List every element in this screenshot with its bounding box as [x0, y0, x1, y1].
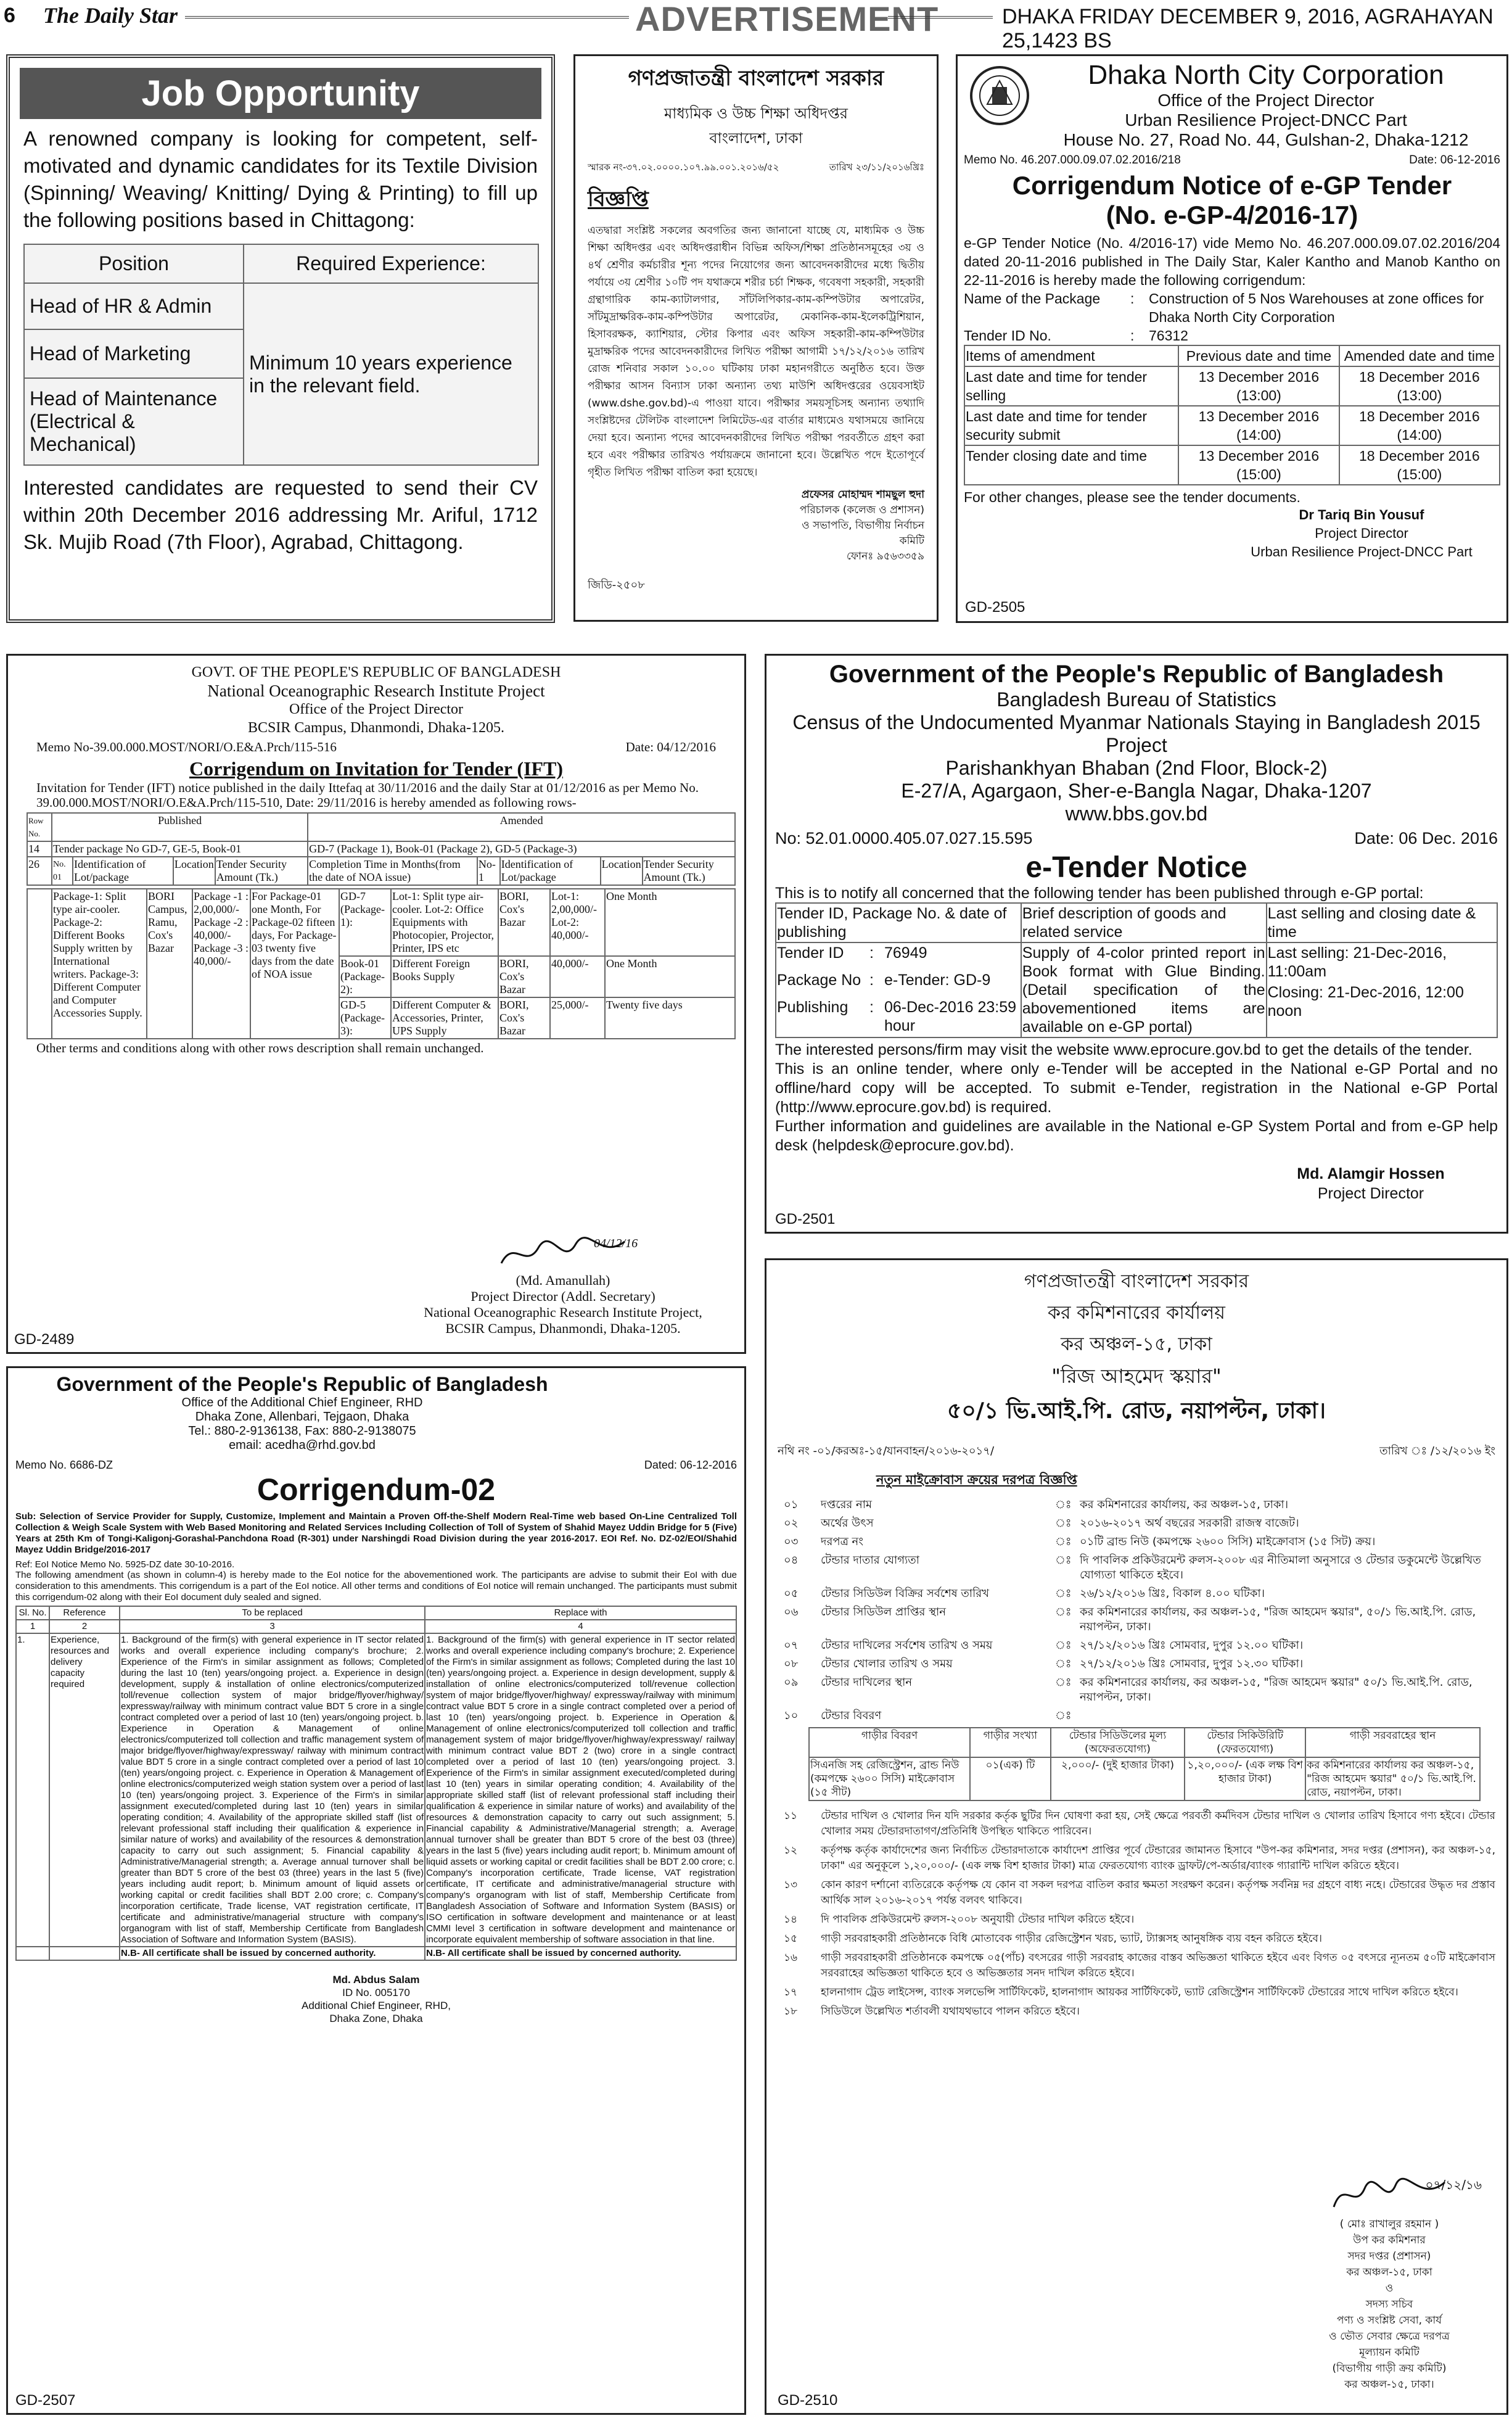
positions-table — [23, 244, 539, 466]
rhd-replaced: 1. Background of the firm(s) with general experience in IT sector related works and overall experience including company's brochure; 2. Experience of the Firm's in similar assignment as follows; Completed during the last 10 (ten) years/ongoing project. a. Experience in design development, supply & installation of online electronics/computerized toll/revenue collection system of major bridge/flyover/highway/ expressway/railway with minimum contract value BDT 5 crore in a single contract completed over a period of last 10 (ten) years/ongoing project. b. Experience in Operation & Management of online electronics/computerized toll collection and traffic management system of major bridge/flyover/highway/expressway/ railway with minimum contract value BDT 5 crore in a single contract completed over a period of last 10 (ten) years/ongoing project. c. Experience in Operation & Management of online electronics/computerized weigh station system over a period of last 10 (ten) years/ongoing project. 3. Experience of the Firm's in similar assignment executed/completed during last 10 (ten) years in similar operating condition; 4. Availability of the appropriate skilled staff (list of relevant professional staff including their qualification & experience in similar nature of works) and availability of the resources & demonstration capacity to carry out such assignment; 5. Financial capability & Administrative/Managerial strength; a. Average annual turnover shall be greater than BDT 5 crore of the best 03 (three) years in the last 5 (five) years including audit report; b. Minimum amount of liquid assets or working capital or credit facilities shall BDT 2.00 crore; c. Company's incorporation certificate, Trade license, VAT registration certificate, IT certificate and administrative/managerial structure with company's organogram with list of staff, Membership Certificate from Bangladesh Association of Software and Information System (BASIS). — [120, 1633, 425, 1947]
bbs-head: Last selling and closing date & time — [1267, 903, 1497, 942]
nori-pub-sec: Package -1 : 2,00,000/- Package -2 : 40,000/- Package -3 : 40,000/- — [192, 889, 250, 1039]
gd-number: GD-2489 — [14, 1331, 75, 1348]
signatory-phone: ফোনঃ ৯৫৬৩৩৫৯ — [846, 550, 924, 563]
gd-number: GD-2507 — [15, 2392, 76, 2409]
bbs-para: The interested persons/firm may visit the website www.eprocure.gov.bd to get the details of the tender. — [775, 1041, 1473, 1058]
tax-item-value: ২৭/১২/২০১৬ খ্রিঃ সোমবার, দুপুর ১২.৩০ ঘটিকা। — [1080, 1657, 1304, 1670]
signatory-line: সদর দপ্তর (প্রশাসন) — [1347, 2250, 1431, 2262]
nori-col: No. 01 — [52, 857, 73, 885]
gd-number: GD-2510 — [778, 2392, 838, 2409]
rhd-head: Replace with — [425, 1606, 736, 1620]
tax-note-text: দি পাবলিক প্রকিউরমেন্ট রুলস-২০০৮ অনুযায়ী টেন্ডার দাখিল করিতে হইবে। — [821, 1913, 1135, 1926]
signatory-line: পণ্য ও সংশ্লিষ্ট সেবা, কার্য — [1336, 2314, 1442, 2327]
dncc-cell: 13 December 2016 (13:00) — [1178, 366, 1339, 406]
education-notice — [573, 54, 939, 622]
nori-gov: GOVT. OF THE PEOPLE'S REPUBLIC OF BANGLADESH — [191, 664, 561, 680]
signatory-name: Md. Abdus Salam — [332, 1974, 420, 1986]
signatory-title: BCSIR Campus, Dhanmondi, Dhaka-1205. — [445, 1321, 681, 1336]
tax-item-label: দরপত্র নং — [821, 1535, 864, 1548]
bbs-gov: Government of the People's Republic of Bangladesh — [829, 661, 1444, 688]
dncc-other: For other changes, please see the tender documents. — [964, 489, 1300, 505]
bbs-pkg-label: Package No — [777, 971, 861, 989]
nori-col: Completion Time in Months(from the date of NOA issue) — [308, 857, 477, 885]
tax-head: টেন্ডার সিকিউরিটি (ফেরতযোগ্য) — [1185, 1728, 1305, 1757]
nori-amd-loc: BORI, Cox's Bazar — [498, 956, 550, 997]
rhd-head: Sl. No. — [16, 1606, 49, 1620]
nori-address: BCSIR Campus, Dhanmondi, Dhaka-1205. — [248, 720, 504, 736]
job-intro: A renowned company is looking for competent, self-motivated and dynamic candidates for its Textile Division (Spinning/ Weaving/ Knitting/ Dying & Printing) to fill up the following positions based in Chittagong: — [23, 127, 538, 231]
signatory-line: ( মোঃ রাখালুর রহমান ) — [1339, 2218, 1439, 2230]
tax-item-label: দপ্তরের নাম — [821, 1498, 872, 1511]
bbs-memo: No: 52.01.0000.405.07.027.15.595 — [775, 829, 1033, 848]
tax-note — [778, 1931, 1495, 1947]
bbs-heading: e-Tender Notice — [1025, 851, 1247, 884]
tax-note-text: হালনাগাদ ট্রেড লাইসেন্স, ব্যাংক সলভেন্সি সার্টিফিকেট, হালনাগাদ আয়কর সার্টিফিকেট, ভ্যাট রেজিস্ট্রেশন সার্টিফিকেট টেন্ডারের সাথে দাখিল করিতে হইবে। — [821, 1986, 1458, 1998]
tax-item-no: ০৫ — [784, 1587, 799, 1600]
tax-building: "রিজ আহমেদ স্কয়ার" — [1051, 1364, 1222, 1388]
tax-item-value: দি পাবলিক প্রকিউরমেন্ট রুলস-২০০৮ এর নীতিমালা অনুসারে ও টেন্ডার ডকুমেন্টে উল্লেখিত যোগ্যতা থাকিতে হইবে। — [1080, 1554, 1481, 1582]
signatory-title: কমিটি — [899, 535, 924, 547]
nori-body: Invitation for Tender (IFT) notice published in the daily Ittefaq at 30/11/2016 and the daily Star at 01/12/2016 as per Memo No. 39.00.000.MOST/NORI/O.E&A.Prch/115-510, Date: 29/11/2016 is hereby amended as following rows- — [36, 780, 699, 810]
dncc-project: Urban Resilience Project-DNCC Part — [1125, 110, 1407, 130]
dncc-title: Dhaka North City Corporation — [1088, 60, 1444, 90]
nori-date: Date: 04/12/2016 — [625, 740, 716, 754]
nori-amd-pkg: GD-5 (Package-3): — [339, 997, 391, 1039]
tax-item-label: টেন্ডার সিডিউল বিক্রির সর্বশেষ তারিখ — [821, 1587, 989, 1600]
rhd-gov: Government of the People's Republic of Bangladesh — [56, 1373, 548, 1395]
masthead-rule — [185, 16, 629, 19]
nori-amd-id: Different Computer & Accessories, Printer, UPS Supply — [391, 997, 498, 1039]
dncc-cell: Last date and time for tender security submit — [964, 406, 1178, 445]
rhd-office: Office of the Additional Chief Engineer, RHD — [181, 1396, 423, 1409]
nori-other: Other terms and conditions along with other rows description shall remain unchanged. — [36, 1041, 484, 1055]
dncc-address: House No. 27, Road No. 44, Gulshan-2, Dhaka-1212 — [1063, 130, 1469, 149]
rhd-memo: Memo No. 6686-DZ — [15, 1459, 113, 1471]
nori-detail-table — [27, 888, 736, 1039]
nori-cell: Tender package No GD-7, GE-5, Book-01 — [52, 841, 308, 857]
dncc-head: Previous date and time — [1178, 345, 1339, 366]
nori-head: Amended — [308, 813, 735, 841]
signatory-title: Dhaka Zone, Dhaka — [329, 2013, 423, 2024]
tax-item-label: টেন্ডার বিবরণ — [821, 1709, 882, 1722]
bbs-website: www.bbs.gov.bd — [1065, 802, 1208, 825]
tax-items — [778, 1498, 1495, 1723]
tax-item: ০৩ দরপত্র নং ঃ ০১টি ব্রান্ড নিউ (কমপক্ষে ২৬০০ সিসি) মাইক্রোবাস (১৫ সিট) ক্রয়। — [778, 1535, 1495, 1549]
tax-item: ০৫ টেন্ডার সিডিউল বিক্রির সর্বশেষ তারিখ ঃ ২৬/১২/২০১৬ খ্রিঃ, বিকাল ৪.০০ ঘটিকা। — [778, 1586, 1495, 1601]
job-title: Job Opportunity — [20, 68, 541, 119]
nori-institute: National Oceanographic Research Institute Project — [207, 682, 545, 700]
signatory-line: সদস্য সচিব — [1365, 2298, 1413, 2311]
tax-item-no: ০২ — [784, 1517, 799, 1530]
nori-col: No-1 — [477, 857, 500, 885]
tax-item-value: ২০১৬-২০১৭ অর্থ বছরের সরকারী রাজস্ব বাজেট। — [1080, 1517, 1299, 1530]
rhd-table — [15, 1606, 737, 1961]
dncc-notice: Dhaka North City Corporation Office of the Project Director Urban Resilience Project-DNCC Part House No. 27, Road No. 44, Gulshan-2, Dhaka-1212 Memo No. 46.207.000.09.07.02.2016/218 Date: 06-12-2016 Corrigendum Notice of e-GP Tender (No. e-GP-4/2016-17) e-GP Tender Notice (No. 4/2016-17) vide Memo No. 46.207.000.09.07.02.2016/204 dated 20-11-2016 published in The Daily Star, Kaler Kantho and Manob Kantho on 22-11-2016 is hereby made the following corrigendum: Name of the Package : Construction of 5 Nos Warehouses at zone offices for Dhaka North City Corporation Tender ID No. : 76312 Items of amendment Previous date and time Amended date and time Last date and time for tender selling 13 December 2016 (13:00) 18 December 2016 (13:00) Last date and time for tender security submit 13 December 2016 (14:00) 18 December 2016 (14:00) Tender closing date and time 13 December 2016 (15:00) 18 December 2016 (15:00) For other changes, please see the tender documents. Dr Tariq Bin Yousuf Project Director Urban Resilience Project-DNCC Part GD-2505 — [956, 54, 1508, 623]
nori-amd-loc: BORI, Cox's Bazar — [498, 997, 550, 1039]
section-title: ADVERTISEMENT — [635, 0, 939, 38]
issue-date: DHAKA FRIDAY DECEMBER 9, 2016, AGRAHAYAN 25,1423 BS — [1002, 5, 1494, 52]
signatory-name: Dr Tariq Bin Yousuf — [1299, 507, 1424, 522]
rhd-colno: 4 — [425, 1620, 736, 1633]
tax-note-text: কর্তৃপক্ষ কর্তৃক কার্যাদেশের জন্য নির্বাচিত টেন্ডারদাতাকে কার্যাদেশ প্রাপ্তির পূর্বে টেন্ডারের জামানত হিসাবে "উপ-কর কমিশনার, সদর দপ্তর (প্রশাসন), কর অঞ্চল-১৫, ঢাকা" এর অনুকূলে ১,২০,০০০/- (এক লক্ষ বিশ হাজার টাকা) মাত্র ফেরতযোগ্য ব্যাংক ড্রাফট/পে-অর্ডার/ব্যাংক গ্যারান্টি দাখিল করিতে হইবে। — [821, 1844, 1495, 1872]
nori-row-no: 26 — [27, 857, 52, 885]
bbs-notice — [765, 654, 1508, 1234]
position-item: Head of HR & Admin — [24, 283, 244, 329]
tax-note — [778, 1912, 1495, 1928]
experience-cell: Minimum 10 years experience in the relevant field. — [244, 283, 538, 465]
nori-amd-loc: BORI, Cox's Bazar — [498, 889, 550, 956]
rhd-nb: N.B- All certificate shall be issued by concerned authority. — [425, 1947, 736, 1960]
nori-table — [27, 812, 736, 886]
rhd-ref-cell: Experience, resources and delivery capacity required — [49, 1633, 120, 1947]
rhd-phone: Tel.: 880-2-9136138, Fax: 880-2-9138075 — [188, 1424, 416, 1438]
tax-item-label: টেন্ডার দাখিলের সর্বশেষ তারিখ ও সময় — [821, 1639, 993, 1652]
dncc-cell: Last date and time for tender selling — [964, 366, 1178, 406]
nori-amd-sec: Lot-1: 2,00,000/- Lot-2: 40,000/- — [550, 889, 605, 956]
notice-department: মাধ্যমিক ও উচ্চ শিক্ষা অধিদপ্তর — [664, 105, 848, 122]
tax-item-no: ১০ — [784, 1709, 799, 1722]
tax-note-no: ১৭ — [784, 1986, 798, 1998]
signatory-title: ও সভাপতি, বিভাগীয় নির্বাচন — [802, 519, 924, 532]
signatory-id: ID No. 005170 — [342, 1987, 410, 1998]
nori-amd-time: Twenty five days — [605, 997, 735, 1039]
job-ad — [6, 54, 555, 623]
nori-col: Location — [601, 857, 643, 885]
nori-memo: Memo No-39.00.000.MOST/NORI/O.E&A.Prch/115-516 — [36, 740, 337, 754]
tax-heading: নতুন মাইক্রোবাস ক্রয়ের দরপত্র বিজ্ঞপ্তি — [876, 1472, 1077, 1487]
tax-note-text: টেন্ডার দাখিল ও খোলার দিন যদি সরকার কর্তৃক ছুটির দিন ঘোষণা করা হয়, সেই ক্ষেত্রে পরবর্তী কর্মদিবস টেন্ডার দাখিল ও খোলার তারিখ হিসাবে গণ্য হইবে। টেন্ডার খোলার সময় টেন্ডারদাতাগণ/প্রতিনিধি উপস্থিত থাকিতে পারিবেন। — [821, 1810, 1495, 1837]
signatory-line: ও ভৌত সেবার ক্ষেত্রে দরপত্র — [1329, 2330, 1450, 2343]
tax-note-no: ১৬ — [784, 1952, 798, 1964]
tax-item-no: ০৩ — [784, 1535, 799, 1548]
signatory-title: পরিচালক (কলেজ ও প্রশাসন) — [799, 504, 924, 516]
bbs-tender-id: 76949 — [884, 944, 927, 962]
signatory-title: Project Director — [1317, 1185, 1424, 1202]
position-item: Head of Maintenance (Electrical & Mechanical) — [24, 378, 244, 465]
tax-head: গাড়ীর বিবরণ — [809, 1728, 970, 1757]
tax-item-label: টেন্ডার খোলার তারিখ ও সময় — [821, 1657, 953, 1670]
tax-note — [778, 1950, 1495, 1981]
notice-heading: বিজ্ঞপ্তি — [588, 187, 649, 212]
nori-row-no: 14 — [27, 841, 52, 857]
tax-item-label: অর্থের উৎস — [821, 1517, 874, 1530]
nori-col: Location — [173, 857, 215, 885]
tax-cell: ২,০০০/- (দুই হাজার টাকা) — [1051, 1757, 1185, 1800]
tax-item: ১০ টেন্ডার বিবরণ ঃ — [778, 1709, 1495, 1723]
dncc-seal-icon — [969, 65, 1030, 126]
tax-cell: সিএনজি সহ রেজিস্ট্রেশন, ব্রান্ড নিউ (কমপক্ষে ২৬০০ সিসি) মাইক্রোবাস (১৫ সীট) — [809, 1757, 970, 1800]
signatory-line: উপ কর কমিশনার — [1353, 2234, 1426, 2246]
bbs-head: Brief description of goods and related service — [1021, 903, 1267, 942]
nori-amd-sec: 40,000/- — [550, 956, 605, 997]
bbs-building: Parishankhyan Bhaban (2nd Floor, Block-2) — [945, 757, 1328, 779]
bbs-para: Further information and guidelines are available in the National e-GP System Portal and from e-GP help desk (helpdesk@eprocure.gov.bd). — [775, 1118, 1498, 1154]
tax-cell: কর কমিশনারের কার্যালয় কর অঞ্চল-১৫, "রিজ আহমেদ স্কয়ার" ৫০/১ ভি.আই.পি. রোড, নয়াপল্টন, ঢাকা। — [1305, 1757, 1480, 1800]
tax-item-value: কর কমিশনারের কার্যালয়, কর অঞ্চল-১৫, ঢাকা। — [1080, 1498, 1289, 1511]
tax-item-no: ০৯ — [784, 1676, 799, 1689]
nori-col: Tender Security Amount (Tk.) — [215, 857, 308, 885]
tax-notes — [778, 1809, 1495, 2019]
bbs-package-no: e-Tender: GD-9 — [884, 971, 991, 989]
job-footer: Interested candidates are requested to send their CV within 20th December 2016 addressing Mr. Ariful, 1712 Sk. Mujib Road (7th Floor), Agrabad, Chittagong. — [23, 476, 538, 553]
bbs-tid-label: Tender ID — [777, 944, 844, 962]
signatory-name: প্রফেসর মোহাম্মদ শামছুল হুদা — [801, 489, 924, 501]
masthead-rule — [888, 16, 993, 19]
tax-note-no: ১৩ — [784, 1879, 798, 1891]
dncc-date: Date: 06-12-2016 — [1409, 154, 1500, 167]
tax-address: ৫০/১ ভি.আই.পি. রোড, নয়াপল্টন, ঢাকা। — [947, 1398, 1326, 1424]
dncc-cell: 13 December 2016 (14:00) — [1178, 406, 1339, 445]
notice-date: তারিখ ২৩/১১/২০১৬খ্রিঃ — [829, 162, 924, 173]
bbs-publishing: 06-Dec-2016 23:59 hour — [884, 999, 1017, 1034]
signatory-title: National Oceanographic Research Institute Project, — [424, 1305, 702, 1320]
rhd-head: Reference — [49, 1606, 120, 1620]
dncc-cell: 18 December 2016 (15:00) — [1339, 445, 1500, 485]
tax-cell: ০১(এক) টি — [970, 1757, 1051, 1800]
signatory-title: Additional Chief Engineer, RHD, — [302, 2000, 451, 2011]
rhd-body: The following amendment (as shown in column-4) is hereby made to the EoI notice for the abovementioned work. The participants are advise to submit their EoI with due consideration to this amendments. This corrigendum is a part of the EoI notice. All other terms and conditions of EoI notice will remain unchanged. The participants must submit this corrigendum-02 along with their EoI document duly sealed and signed. — [15, 1570, 737, 1602]
tax-head: গাড়ীর সংখ্যা — [970, 1728, 1051, 1757]
tax-item-label: টেন্ডার সিডিউল প্রাপ্তির স্থান — [821, 1606, 947, 1619]
signatory-line: কর অঞ্চল-১৫, ঢাকা — [1346, 2266, 1432, 2279]
tax-item-no: ০৬ — [784, 1606, 799, 1619]
tax-notice — [765, 1258, 1508, 2415]
col-position: Position — [24, 244, 244, 283]
tax-item: ০৮ টেন্ডার খোলার তারিখ ও সময় ঃ ২৭/১২/২০১৬ খ্রিঃ সোমবার, দুপুর ১২.৩০ ঘটিকা। — [778, 1657, 1495, 1672]
tax-memo: নথি নং -০১/করঅঃ-১৫/যানবাহন/২০১৬-২০১৭/ — [778, 1445, 995, 1458]
nori-amd-id: Lot-1: Split type air-cooler. Lot-2: Office Equipments with Photocopier, Projector, Printer, IPS etc — [391, 889, 498, 956]
signatory-name: Md. Alamgir Hossen — [1297, 1165, 1445, 1182]
notice-memo: স্মারক নং-৩৭.০২.০০০০.১০৭.৯৯.০০১.২০১৬/৫২ — [588, 162, 779, 173]
tax-item-label: টেন্ডার দাতার যোগ্যতা — [821, 1554, 919, 1567]
tax-zone: কর অঞ্চল-১৫, ঢাকা — [1061, 1334, 1212, 1355]
rhd-nb: N.B- All certificate shall be issued by concerned authority. — [120, 1947, 425, 1960]
nori-amd-time: One Month — [605, 956, 735, 997]
rhd-ref: Ref: EoI Notice Memo No. 5925-DZ date 30-10-2016. — [15, 1559, 235, 1570]
tax-item-label: টেন্ডার দাখিলের স্থান — [821, 1676, 913, 1689]
rhd-colno: 3 — [120, 1620, 425, 1633]
tax-note — [778, 1843, 1495, 1874]
bbs-intro: This is to notify all concerned that the following tender has been published through e-GP portal: — [775, 885, 1424, 902]
tax-item-no: ০৮ — [784, 1657, 799, 1670]
signatory-line: মূল্যায়ন কমিটি — [1359, 2346, 1420, 2359]
tax-note-no: ১২ — [784, 1844, 798, 1857]
signatory-line: ও — [1385, 2282, 1394, 2295]
notice-location: বাংলাদেশ, ঢাকা — [709, 130, 803, 147]
rhd-notice — [6, 1366, 746, 2415]
tax-item-value: কর কমিশনারের কার্যালয়, কর অঞ্চল-১৫, "রিজ আহমেদ স্কয়ার", ৫০/১ ভি.আই.পি. রোড, নয়াপল্টন, ঢাকা। — [1080, 1606, 1476, 1633]
signatory-line: কর অঞ্চল-১৫, ঢাকা। — [1344, 2378, 1434, 2391]
nori-col: Tender Security Amount (Tk.) — [643, 857, 735, 885]
bbs-project: Census of the Undocumented Myanmar Nationals Staying in Bangladesh 2015 Project — [792, 711, 1481, 756]
bbs-table: Tender ID, Package No. & date of publishing Brief description of goods and related service Last selling and closing date & time Tender ID : 76949 Package No : e-Tender: GD-9 Publishing : 06-Dec-2016 23:59 hour Supply of 4-color printed report in Book format with Glue Binding. (Detail specification of the abovementioned items are available on e-GP portal) Last selling: 21-Dec-2016, 11:00am Closing: 21-Dec-2016, 12:00 noon — [775, 902, 1498, 1038]
dncc-memo: Memo No. 46.207.000.09.07.02.2016/218 — [964, 154, 1181, 167]
dncc-tender-id: 76312 — [1149, 328, 1188, 344]
tax-item: ০৪ টেন্ডার দাতার যোগ্যতা ঃ দি পাবলিক প্রকিউরমেন্ট রুলস-২০০৮ এর নীতিমালা অনুসারে ও টেন্ডার ডকুমেন্টে উল্লেখিত যোগ্যতা থাকিতে হইবে। — [778, 1553, 1495, 1583]
nori-amd-time: One Month — [605, 889, 735, 956]
tax-item: ০৯ টেন্ডার দাখিলের স্থান ঃ কর কমিশনারের কার্যালয়, কর অঞ্চল-১৫, "রিজ আহমেদ স্কয়ার" ৫০/১ ভি.আই.পি. রোড, নয়াপল্টন, ঢাকা। — [778, 1675, 1495, 1705]
tax-item: ০৬ টেন্ডার সিডিউল প্রাপ্তির স্থান ঃ কর কমিশনারের কার্যালয়, কর অঞ্চল-১৫, "রিজ আহমেদ স্কয়ার", ৫০/১ ভি.আই.পি. রোড, নয়াপল্টন, ঢাকা। — [778, 1605, 1495, 1635]
tax-gov: গণপ্রজাতন্ত্রী বাংলাদেশ সরকার — [1024, 1271, 1249, 1292]
masthead — [0, 0, 1512, 52]
dncc-cell: Tender closing date and time — [964, 445, 1178, 485]
tax-head: গাড়ী সরবরাহের স্থান — [1305, 1728, 1480, 1757]
dncc-office: Office of the Project Director — [1157, 91, 1374, 110]
tax-note-no: ১১ — [784, 1810, 798, 1822]
nori-amd-pkg: GD-7 (Package-1): — [339, 889, 391, 956]
nori-heading: Corrigendum on Invitation for Tender (IFT) — [189, 757, 563, 780]
bbs-pub-label: Publishing — [777, 999, 848, 1016]
bbs-date: Date: 06 Dec. 2016 — [1354, 829, 1498, 848]
tax-cell: ১,২০,০০০/- (এক লক্ষ বিশ হাজার টাকা) — [1185, 1757, 1305, 1800]
nori-col: Identification of Lot/package — [73, 857, 173, 885]
tax-item: ০২ অর্থের উৎস ঃ ২০১৬-২০১৭ অর্থ বছরের সরকারী রাজস্ব বাজেট। — [778, 1516, 1495, 1531]
tax-item-value: ০১টি ব্রান্ড নিউ (কমপক্ষে ২৬০০ সিসি) মাইক্রোবাস (১৫ সিট) ক্রয়। — [1080, 1535, 1376, 1548]
rhd-colno: 2 — [49, 1620, 120, 1633]
rhd-head: To be replaced — [120, 1606, 425, 1620]
signatory-name: (Md. Amanullah) — [516, 1272, 610, 1288]
tax-item-value: ২৭/১২/২০১৬ খ্রিঃ সোমবার, দুপুর ১২.০০ ঘটিকা। — [1080, 1639, 1304, 1652]
tax-date: তারিখ ঃ /১২/২০১৬ ইং — [1379, 1445, 1495, 1458]
nori-pub-id: Package-1: Split type air-cooler. Package-2: Different Books Supply written by International writers. Package-3: Different Computer and Computer Accessories Supply. — [52, 889, 147, 1039]
tax-item-value: কর কমিশনারের কার্যালয়, কর অঞ্চল-১৫, "রিজ আহমেদ স্কয়ার" ৫০/১ ভি.আই.পি. রোড, নয়াপল্টন, ঢাকা। — [1080, 1676, 1473, 1704]
tax-table — [808, 1727, 1481, 1801]
nori-head: Published — [52, 813, 308, 841]
nori-head: Row No. — [27, 813, 52, 841]
dncc-package-label: Name of the Package — [964, 291, 1101, 307]
nori-pub-time: For Package-01 one Month, For Package-02 fifteen days, For Package-03 twenty five days from the date of NOA issue — [250, 889, 339, 1039]
rhd-subject: Sub: Selection of Service Provider for Supply, Customize, Implement and Maintain a Proven Off-the-Shelf Modern Real-Time web based On-Line Centralized Toll Collection & Weigh Scale System with Web Based Monitoring and Related Services Including Collection of Toll of System of Shahid Mayez Uddin Bridge for 5 (Five) Years at 25th Km of Tongi-Kaligonj-Gorashal-Panchdona Road (R-301) under Narshingdi Road Division during the year 2016-2017. EOI Ref. No. DZ-02/EOI/Shahid Mayez Uddin Bridge/2016-2017 — [15, 1511, 737, 1555]
dncc-tender-id-label: Tender ID No. — [964, 328, 1051, 344]
gd-number: GD-2505 — [965, 599, 1025, 616]
tax-note-no: ১৪ — [784, 1913, 798, 1926]
tax-item-no: ০৭ — [784, 1639, 799, 1652]
signature-date: 04/12/16 — [594, 1237, 638, 1250]
position-item: Head of Marketing — [24, 329, 244, 378]
tax-note-text: গাড়ী সরবরাহকারী প্রতিষ্ঠানকে বিধি মোতাবেক গাড়ীর রেজিস্ট্রেশন খরচ, ভ্যাট, ট্যাক্সসহ আনুষঙ্গিক ব্যয় বহন করিতে হইবে। — [821, 1932, 1322, 1945]
rhd-date: Dated: 06-12-2016 — [644, 1459, 737, 1471]
dncc-head: Amended date and time — [1339, 345, 1500, 366]
tax-item-no: ০১ — [784, 1498, 799, 1511]
nori-amd-pkg: Book-01 (Package-2): — [339, 956, 391, 997]
signatory-line: (বিভাগীয় গাড়ী ক্রয় কমিটি) — [1332, 2362, 1447, 2375]
notice-gov-title: গণপ্রজাতন্ত্রী বাংলাদেশ সরকার — [628, 66, 884, 91]
nori-amd-id: Different Foreign Books Supply — [391, 956, 498, 997]
bbs-description: Supply of 4-color printed report in Book format with Glue Binding. (Detail specification of the abovementioned items are available on e-GP portal) — [1021, 942, 1267, 1037]
tax-note — [778, 1878, 1495, 1908]
nori-office: Office of the Project Director — [289, 701, 464, 717]
rhd-address: Dhaka Zone, Allenbari, Tejgaon, Dhaka — [195, 1410, 409, 1424]
tax-note — [778, 1809, 1495, 1839]
tax-head: টেন্ডার সিডিউলের মূল্য (অফেরতযোগ্য) — [1051, 1728, 1185, 1757]
bbs-bureau: Bangladesh Bureau of Statistics — [996, 688, 1276, 711]
tax-item: ০৭ টেন্ডার দাখিলের সর্বশেষ তারিখ ও সময় ঃ ২৭/১২/২০১৬ খ্রিঃ সোমবার, দুপুর ১২.০০ ঘটিকা। — [778, 1638, 1495, 1653]
nori-pub-loc: BORI Campus, Ramu, Cox's Bazar — [147, 889, 192, 1039]
tax-item: ০১ দপ্তরের নাম ঃ কর কমিশনারের কার্যালয়, কর অঞ্চল-১৫, ঢাকা। — [778, 1498, 1495, 1512]
notice-body: এতদ্বারা সংশ্লিষ্ট সকলের অবগতির জন্য জানানো যাচ্ছে যে, মাধ্যমিক ও উচ্চ শিক্ষা অধিদপ্তর এবং অধিদপ্তরাধীন বিভিন্ন অফিস/শিক্ষা প্রতিষ্ঠানসমূহের ৩য় ও ৪র্থ শ্রেণীর কর্মচারীর শূন্য পদের নিয়োগের জন্য আবেদনকারীদের মধ্যে দ্বিতীয় পর্যায়ে ৩য় শ্রেণীর ১০টি পদ যথাক্রমে শরীর চর্চা শিক্ষক, গবেষণা সহকারী, সহকারী গ্রন্থাগারিক কাম-ক্যাটালগার, সাঁটলিপিকার-কাম-কম্পিউটার অপারেটর, সাঁটমুদ্রাক্ষরিক-কাম-কম্পিউটার অপারেটর, মেকানিক-কাম-ইলেকট্রিশিয়ান, হিসাবরক্ষক, ক্যাশিয়ার, স্টোর কিপার এবং অফিস সহকারী-কাম-কম্পিউটার মুদ্রাক্ষরিক পদের আবেদনকারীদের লিখিত পরীক্ষা আগামী ১৭/১২/২০১৬ তারিখ রোজ শনিবার সকাল ১০.০০ ঘটিকায় ঢাকা মহানগরীতে অনুষ্ঠিত হবে। উক্ত পরীক্ষার আসন বিন্যাস ঢাকা অন্যান্য তথ্য মাউশি অধিদপ্তরের ওয়েবসাইট (www.dshe.gov.bd)-এ পাওয়া যাবে। পরীক্ষার সময়সূচিসহ অন্যান্য তথ্যাদি সংশ্লিষ্টদের টেলিটক বাংলাদেশ লিমিটেড-এর বার্তার মাধ্যমেও যথাসময়ে জানিয়ে দেয়া হবে। অন্যান্য পদের আবেদনকারীদের লিখিত পরীক্ষা পরবর্তীতে গ্রহণ করা হবে এবং পরীক্ষার তারিখও পর্যায়ক্রমে জানানো হবে। উল্লেখিত পদে ইতোপূর্বে গৃহীত লিখিত পরীক্ষা বাতিল করা হয়েছে। — [588, 225, 924, 479]
tax-note-no: ১৮ — [784, 2005, 798, 2018]
tax-note-no: ১৫ — [784, 1932, 798, 1945]
dncc-tender-no: (No. e-GP-4/2016-17) — [1106, 200, 1358, 229]
tax-note-text: সিডিউলে উল্লেখিত শর্তাবলী যথাযথভাবে পালন করিতে হইবে। — [821, 2005, 1080, 2018]
tax-note — [778, 2004, 1495, 2019]
dncc-head: Items of amendment — [964, 345, 1178, 366]
nori-col: Identification of Lot/package — [500, 857, 601, 885]
nori-cell: GD-7 (Package 1), Book-01 (Package 2), GD-5 (Package-3) — [308, 841, 735, 857]
dncc-heading: Corrigendum Notice of e-GP Tender — [1012, 171, 1452, 200]
dncc-cell: 18 December 2016 (13:00) — [1339, 366, 1500, 406]
signatory-title: Project Director — [1315, 526, 1408, 541]
paper-logo: The Daily Star — [43, 3, 178, 28]
tax-item-value: ২৬/১২/২০১৬ খ্রিঃ, বিকাল ৪.০০ ঘটিকা। — [1080, 1587, 1265, 1600]
dncc-body: e-GP Tender Notice (No. 4/2016-17) vide Memo No. 46.207.000.09.07.02.2016/204 dated 20-11-2016 published in The Daily Star, Kaler Kantho and Manob Kantho on 22-11-2016 is hereby made the following corrigendum: — [964, 235, 1500, 288]
gd-number: GD-2501 — [775, 1211, 836, 1227]
bbs-head: Tender ID, Package No. & date of publishing — [776, 903, 1021, 942]
signatory-title: Urban Resilience Project-DNCC Part — [1251, 544, 1473, 559]
signature-date: ০৭/১২/১৬ — [1425, 2177, 1482, 2192]
signatory-title: Project Director (Addl. Secretary) — [470, 1289, 655, 1304]
rhd-sl: 1. — [16, 1633, 49, 1947]
bbs-selling: Last selling: 21-Dec-2016, 11:00am — [1267, 944, 1447, 980]
rhd-colno: 1 — [16, 1620, 49, 1633]
tax-item-no: ০৪ — [784, 1554, 799, 1567]
nori-notice — [6, 654, 746, 1354]
bbs-para: This is an online tender, where only e-Tender will be accepted in the National e-GP Portal and no offline/hard copy will be accepted. To submit e-Tender, registration in the National e-GP Portal (http://www.eprocure.gov.bd) is required. — [775, 1060, 1498, 1116]
dncc-package-value: Construction of 5 Nos Warehouses at zone offices for Dhaka North City Corporation — [1149, 291, 1484, 325]
rhd-heading: Corrigendum-02 — [257, 1472, 496, 1507]
col-experience: Required Experience: — [244, 244, 538, 283]
nori-amd-sec: 25,000/- — [550, 997, 605, 1039]
dncc-amend-table — [964, 345, 1500, 485]
bbs-closing: Closing: 21-Dec-2016, 12:00 noon — [1267, 984, 1464, 1020]
bbs-address: E-27/A, Agargaon, Sher-e-Bangla Nagar, Dhaka-1207 — [901, 780, 1372, 802]
tax-note-text: কোন কারণ দর্শানো ব্যতিরেকে কর্তৃপক্ষ যে কোন বা সকল দরপত্র বাতিল করার ক্ষমতা সংরক্ষণ করেন। কর্তৃপক্ষ সর্বনিম্ন দর গ্রহণে বাধ্য নহে। টেন্ডারের উদ্ধৃত দর প্রস্তাব আর্থিক সাল ২০১৬-২০১৭ পর্যন্ত বলবৎ থাকিবে। — [821, 1879, 1495, 1907]
dncc-cell: 18 December 2016 (14:00) — [1339, 406, 1500, 445]
dncc-cell: 13 December 2016 (15:00) — [1178, 445, 1339, 485]
tax-note-text: গাড়ী সরবরাহকারী প্রতিষ্ঠানকে কমপক্ষে ০৫(পাঁচ) বৎসরের গাড়ী সরবরাহ কাজের বাস্তব অভিজ্ঞতা থাকিতে হইবে এবং বিগত ০৫ বৎসরে ন্যূনতম ৫০টি মাইক্রোবাস সরবরাহের অভিজ্ঞতা থাকিতে হবে ও অভিজ্ঞতার সনদ দাখিল করিতে হইবে। — [821, 1952, 1495, 1979]
page-number: 6 — [4, 4, 15, 27]
rhd-replace-with: 1. Background of the firm(s) with general experience in IT sector related works and overall experience including company's brochure; 2. Experience of the Firm's in similar assignment as follows; Completed during the last 10 (ten) years/ongoing project. a. Experience in design development, supply & installation of online electronics/computerized toll/revenue collection system of major bridge/flyover/highway/ expressway/railway with minimum contract value BDT 5 crore in a single contract completed over a period of last 10 (ten) years/ongoing project. b. Experience in Operation & Management of online electronics/computerized toll collection and traffic management system of major bridge/flyover/highway/expressway/ railway with minimum contract value BDT 2 (two) crore in a single contract completed over a period of last 10 (ten) years/ongoing project. 3. Experience of the Firm's in similar assignment executed/completed during last 10 (ten) years in similar operating condition; 4. Availability of the appropriate skilled staff (list of relevant professional staff including their qualification & experience in similar nature of works) and availability of the resources & demonstration capacity to carry out such assignment; 5. Financial capability & Administrative/Managerial strength; a. Average annual turnover shall be greater than BDT 5 crore of the best 03 (three) years in the last 5 (five) years including audit report; b. Minimum amount of liquid assets or working capital or credit facilities shall be BDT 2.00 crore; c. Company's incorporation certificate, Trade license, VAT registration certificate, IT certificate and administrative/managerial structure with company's organogram with list of staff, Membership Certificate from Bangladesh Association of Software and Information System (BASIS) or ISO certification in software development and maintenance or at least CMMI level 3 certification in software development and maintenance or incorporate equivalent membership of software association in that line. — [425, 1633, 736, 1947]
tax-note — [778, 1985, 1495, 2000]
rhd-email: email: acedha@rhd.gov.bd — [229, 1438, 376, 1452]
tax-office: কর কমিশনারের কার্যালয় — [1048, 1302, 1225, 1324]
gd-number: জিডি-২৫০৮ — [588, 579, 645, 592]
